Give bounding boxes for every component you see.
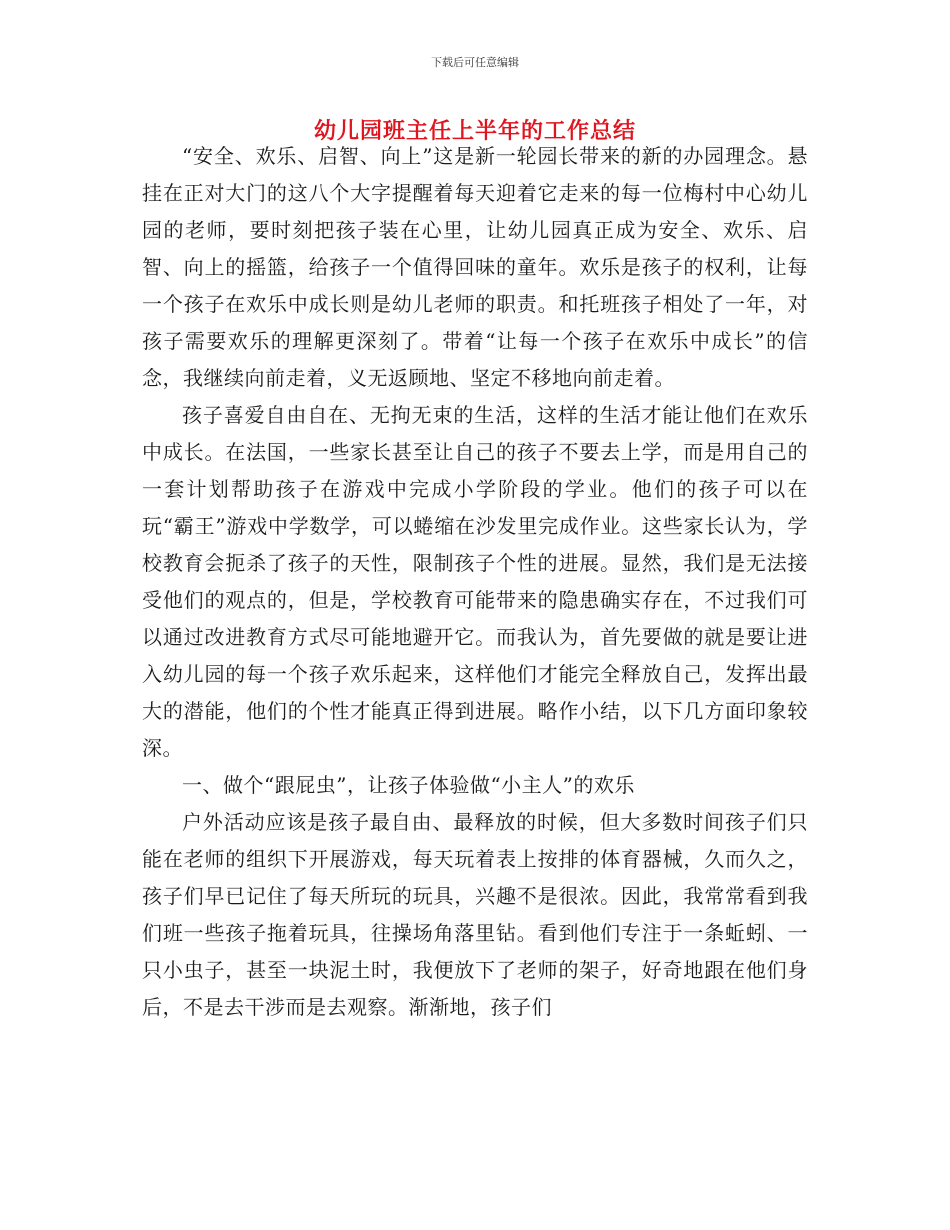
paragraph-freedom: 孩子喜爱自由自在、无拘无束的生活，这样的生活才能让他们在欢乐中成长。在法国，一些家长甚至让自己的孩子不要去上学，而是用自己的一套计划帮助孩子在游戏中完成小学阶段的学业。他们的孩子可以在玩“霸王”游戏中学数学，可以蜷缩在沙发里完成作业。这些家长认为，学校教育会扼杀了孩子的天性，限制孩子个性的进展。显然，我们是无法接受他们的观点的，但是，学校教育可能带来的隐患确实存在，不过我们可以通过改进教育方式尽可能地避开它。而我认为，首先要做的就是要让进入幼儿园的每一个孩子欢乐起来，这样他们才能完全释放自己，发挥出最大的潜能，他们的个性才能真正得到进展。略作小结，以下几方面印象较深。 xyxy=(142,403,808,760)
page-header-note: 下载后可任意编辑 xyxy=(431,56,519,69)
section-heading-1: 一、做个“跟屁虫”，让孩子体验做“小主人”的欢乐 xyxy=(182,773,635,797)
paragraph-outdoor: 户外活动应该是孩子最自由、最释放的时候，但大多数时间孩子们只能在老师的组织下开展游戏，每天玩着表上按排的体育器械，久而久之，孩子们早已记住了每天所玩的玩具，兴趣不是很浓。因此，我常常看到我们班一些孩子拖着玩具，往操场角落里钻。看到他们专注于一条蚯蚓、一只小虫子，甚至一块泥土时，我便放下了老师的架子，好奇地跟在他们身后，不是去干涉而是去观察。渐渐地，孩子们 xyxy=(142,810,808,1019)
paragraph-intro: “安全、欢乐、启智、向上”这是新一轮园长带来的新的办园理念。悬挂在正对大门的这八个大字提醒着每天迎着它走来的每一位梅村中心幼儿园的老师，要时刻把孩子装在心里，让幼儿园真正成为安全、欢乐、启智、向上的摇篮，给孩子一个值得回味的童年。欢乐是孩子的权利，让每一个孩子在欢乐中成长则是幼儿老师的职责。和托班孩子相处了一年，对孩子需要欢乐的理解更深刻了。带着“让每一个孩子在欢乐中成长”的信念，我继续向前走着，义无返顾地、坚定不移地向前走着。 xyxy=(142,144,808,390)
document-title: 幼儿园班主任上半年的工作总结 xyxy=(313,119,636,144)
document-body xyxy=(142,138,808,1026)
